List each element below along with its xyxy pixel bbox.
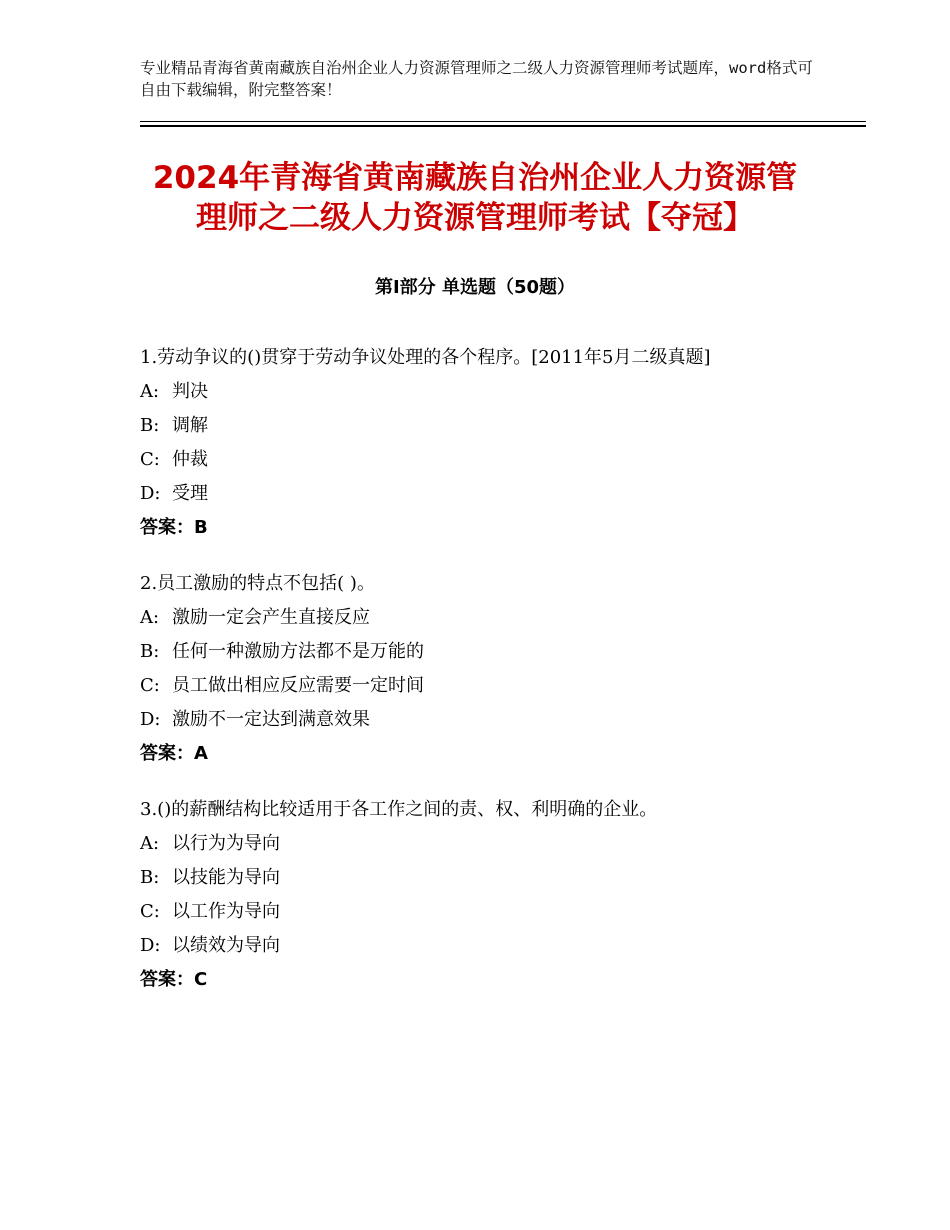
answer-line: 答案：B	[140, 517, 208, 538]
option-b	[140, 635, 820, 669]
option-d	[140, 477, 820, 511]
option-letter: A:	[140, 607, 160, 628]
option-letter: B:	[140, 415, 160, 436]
option-b	[140, 861, 820, 895]
header-divider-thick	[140, 125, 866, 127]
option-letter: A:	[140, 381, 160, 402]
header-divider-thin	[140, 121, 866, 122]
option-text: 以行为为导向	[172, 833, 280, 854]
option-a	[140, 375, 820, 409]
option-letter: D:	[140, 709, 161, 730]
option-letter: C:	[140, 901, 160, 922]
question-1	[140, 341, 820, 545]
answer-line: 答案：A	[140, 743, 208, 764]
option-text: 员工做出相应反应需要一定时间	[172, 675, 424, 696]
option-c	[140, 669, 820, 703]
option-letter: B:	[140, 641, 160, 662]
question-2	[140, 567, 820, 771]
option-letter: A:	[140, 833, 160, 854]
option-letter: D:	[140, 483, 161, 504]
option-a	[140, 827, 820, 861]
option-text: 调解	[172, 415, 208, 436]
option-text: 仲裁	[172, 449, 208, 470]
question-list	[140, 341, 820, 1019]
answer-line: 答案：C	[140, 969, 208, 990]
question-stem: 2.员工激励的特点不包括( )。	[140, 573, 375, 594]
option-d	[140, 703, 820, 737]
option-c	[140, 443, 820, 477]
option-text: 以技能为导向	[172, 867, 280, 888]
option-b	[140, 409, 820, 443]
header-note: 专业精品青海省黄南藏族自治州企业人力资源管理师之二级人力资源管理师考试题库，word格式可自由下载编辑，附完整答案！	[140, 59, 813, 99]
option-text: 任何一种激励方法都不是万能的	[172, 641, 424, 662]
option-a	[140, 601, 820, 635]
option-c	[140, 895, 820, 929]
option-letter: C:	[140, 675, 160, 696]
option-text: 以工作为导向	[172, 901, 280, 922]
option-text: 激励一定会产生直接反应	[172, 607, 370, 628]
section-heading: 第Ⅰ部分 单选题（50题）	[374, 277, 575, 298]
question-stem: 3.()的薪酬结构比较适用于各工作之间的责、权、利明确的企业。	[140, 799, 658, 820]
option-text: 受理	[172, 483, 208, 504]
option-text: 激励不一定达到满意效果	[172, 709, 370, 730]
question-stem: 1.劳动争议的()贯穿于劳动争议处理的各个程序。[2011年5月二级真题]	[140, 347, 711, 368]
question-3	[140, 793, 820, 997]
option-letter: B:	[140, 867, 160, 888]
option-d	[140, 929, 820, 963]
option-letter: C:	[140, 449, 160, 470]
option-letter: D:	[140, 935, 161, 956]
option-text: 以绩效为导向	[172, 935, 280, 956]
option-text: 判决	[172, 381, 208, 402]
document-title: 2024年青海省黄南藏族自治州企业人力资源管理师之二级人力资源管理师考试【夺冠】	[152, 160, 798, 236]
